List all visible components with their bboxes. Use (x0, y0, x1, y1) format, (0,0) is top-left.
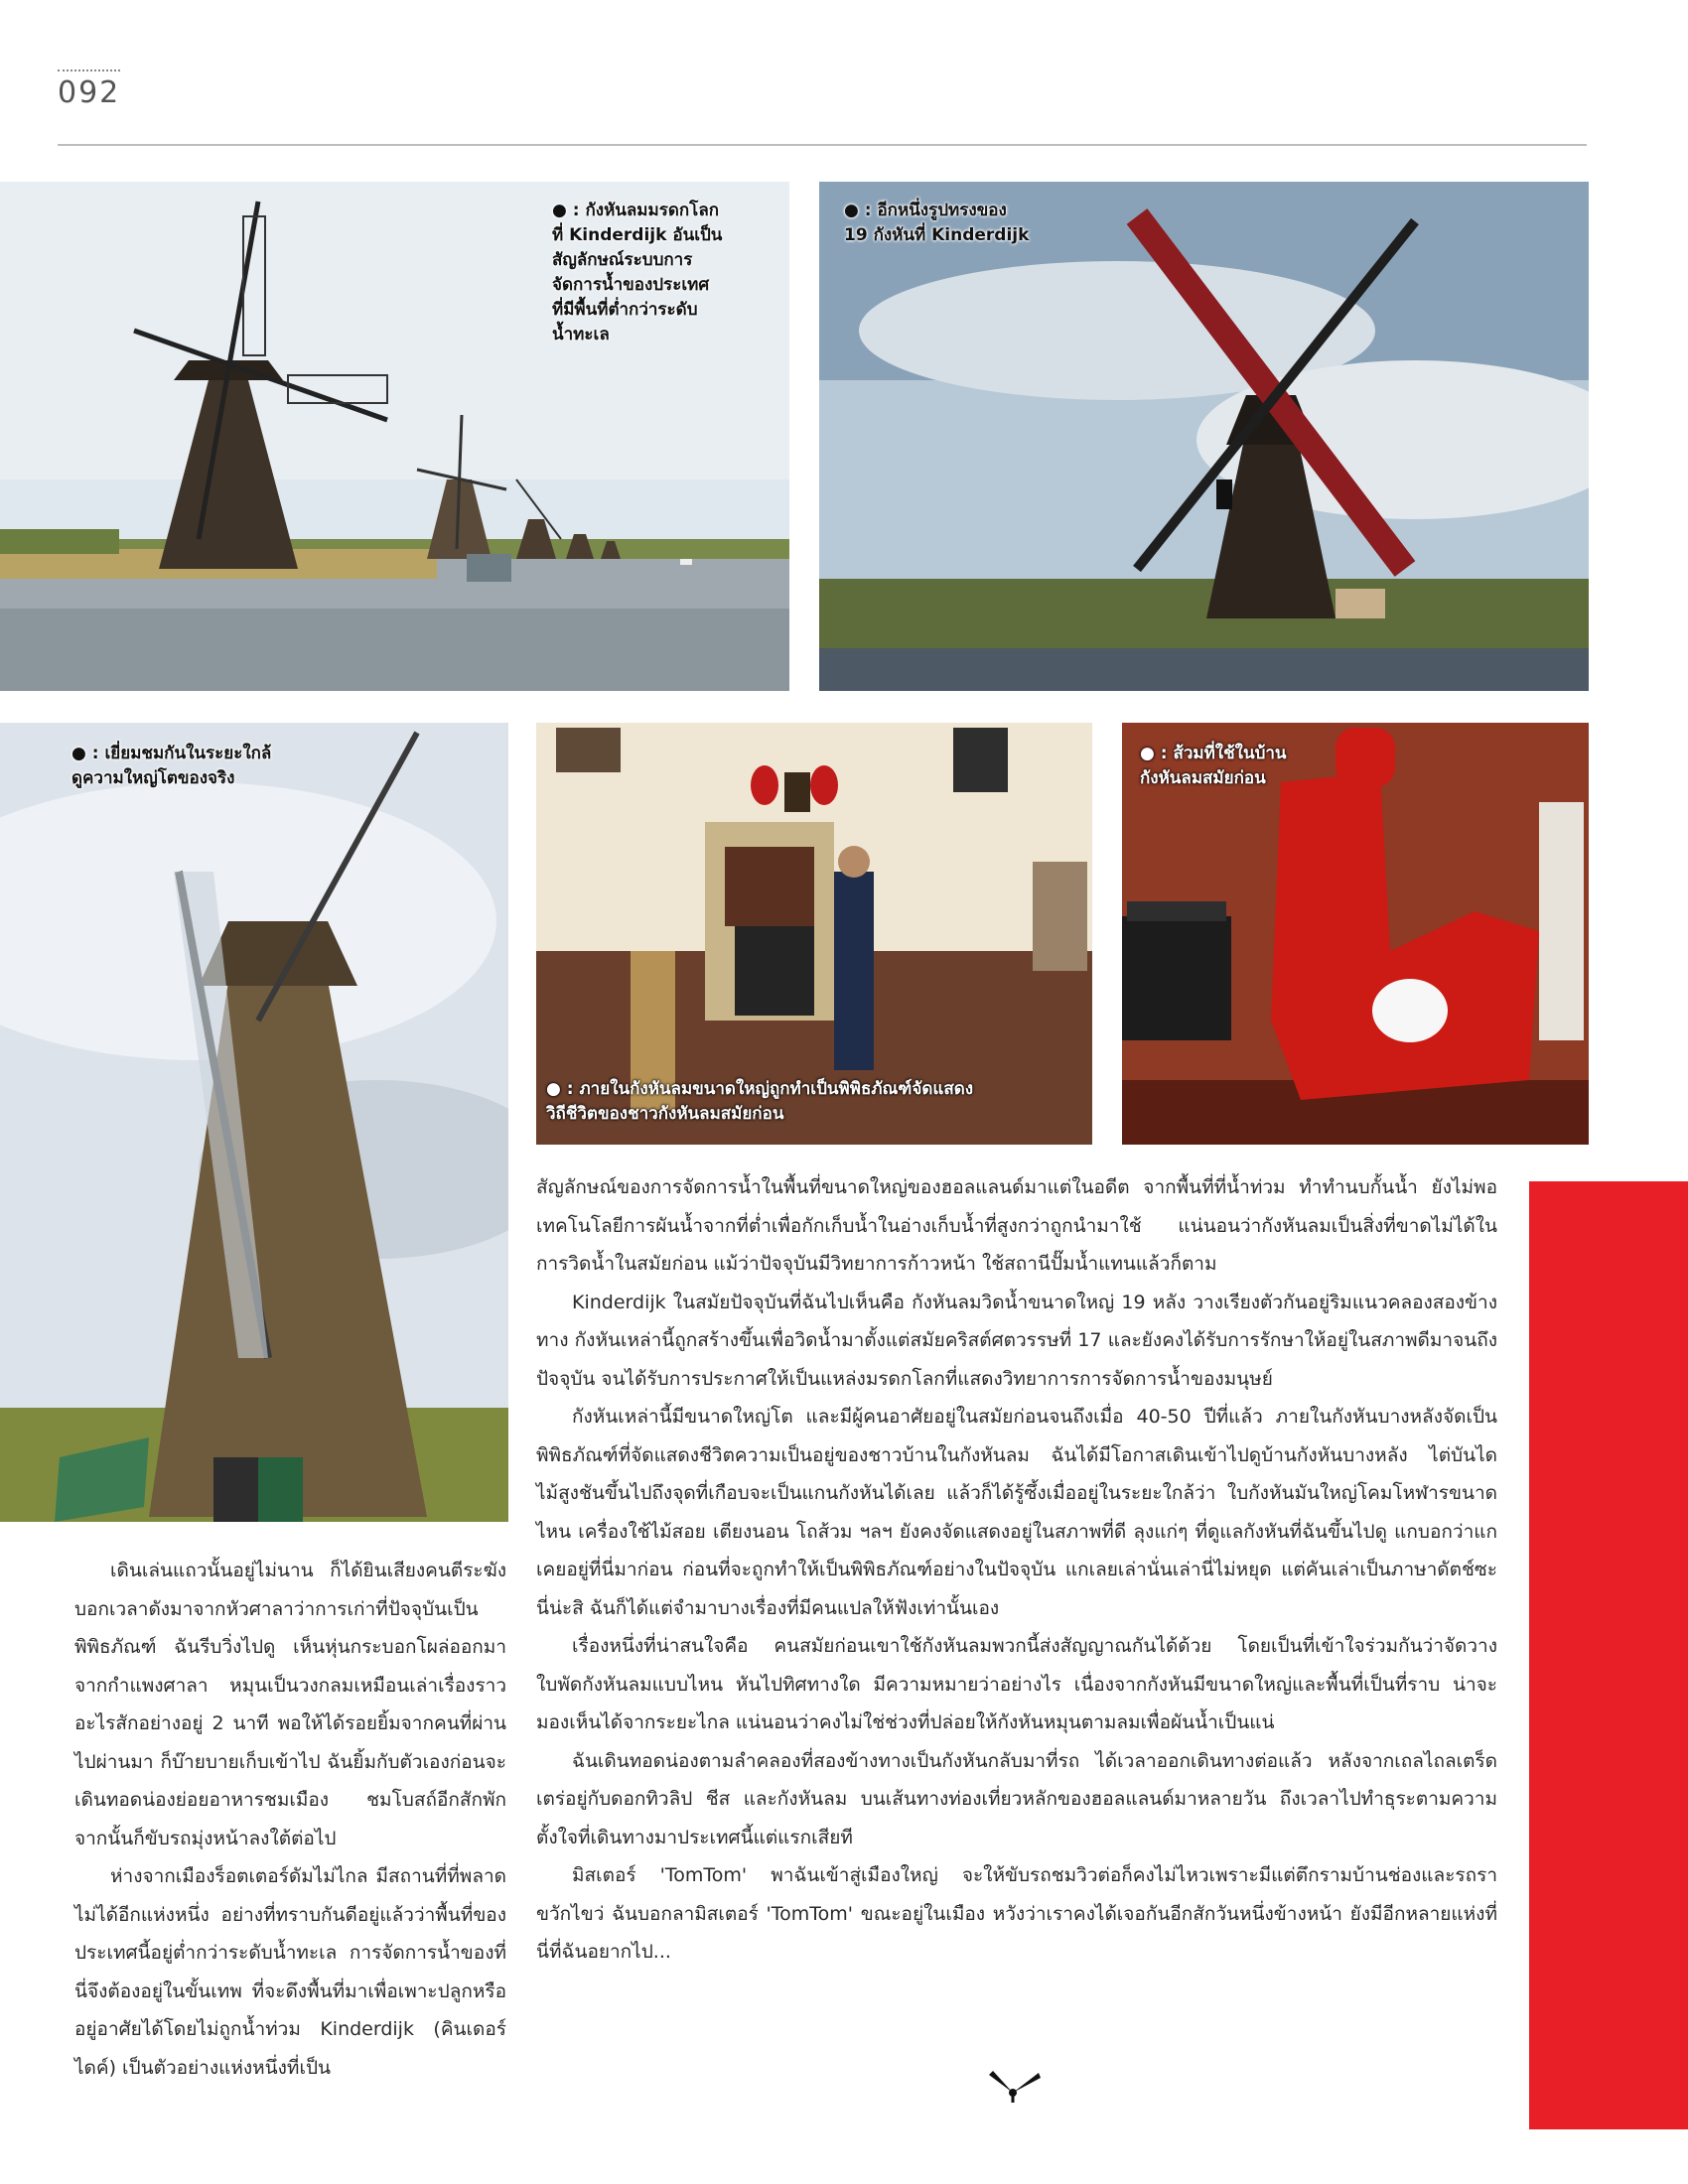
right-paragraph: Kinderdijk ในสมัยปัจจุบันที่ฉันไปเห็นคือ กังหันลมวิดน้ำขนาดใหญ่ 19 หลัง วางเรียงตัวกันอยู่ริมแนวคลองสองข้างทาง กังหันเหล่านี้ถูกสร้างขึ้นเพื่อวิดน้ำมาตั้งแต่สมัยคริสต์ศตวรรษที่ 17 และยังคงได้รับการรักษาให้อยู่ในสภาพดีมาจนถึงปัจจุบัน จนได้รับการประกาศให้เป็นแหล่งมรดกโลกที่แสดงวิทยาการการจัดการน้ำของมนุษย์ (536, 1291, 1497, 1390)
right-paragraph: ฉันเดินทอดน่องตามลำคลองที่สองข้างทางเป็นกังหันกลับมาที่รถ ได้เวลาออกเดินทางต่อแล้ว หลังจากเถลไถลเตร็ดเตร่อยู่กับดอกทิวลิป ชีส และกังหันลม บนเส้นทางท่องเที่ยวหลักของฮอลแลนด์มาหลายวัน ถึงเวลาไปทำธุระตามความตั้งใจที่เดินทางมาประเทศนี้แต่แรกเสียที (536, 1749, 1497, 1848)
left-paragraph: เดินเล่นแถวนั้นอยู่ไม่นาน ก็ได้ยินเสียงคนตีระฆังบอกเวลาดังมาจากหัวศาลาว่าการเก่าที่ปัจจุบันเป็นพิพิธภัณฑ์ ฉันรีบวิ่งไปดู เห็นหุ่นกระบอกโผล่ออกมาจากกำแพงศาลา หมุนเป็นวงกลมเหมือนเล่าเรื่องราวอะไรสักอย่างอยู่ 2 นาที พอให้ได้รอยยิ้มจากคนที่ผ่านไปผ่านมา ก็บ๊ายบายเก็บเข้าไป ฉันยิ้มกับตัวเองก่อนจะเดินทอดน่องย่อยอาหารชมเมือง ชมโบสถ์อีกสักพัก จากนั้นก็ขับรถมุ่งหน้าลงใต้ต่อไป (74, 1560, 506, 1849)
article-end-icon (983, 2065, 1043, 2105)
page-number: 092 (58, 69, 120, 110)
left-paragraph: ห่างจากเมืองร็อตเตอร์ดัมไม่ไกล มีสถานที่ที่พลาดไม่ได้อีกแห่งหนึ่ง อย่างที่ทราบกันดีอยู่แล้วว่าพื้นที่ของประเทศนี้อยู่ต่ำกว่าระดับน้ำทะเล การจัดการน้ำของที่นี่จึงต้องอยู่ในขั้นเทพ ที่จะดึงพื้นที่มาเพื่อเพาะปลูกหรืออยู่อาศัยได้โดยไม่ถูกน้ำท่วม Kinderdijk (คินเดอร์ไดค์) เป็นตัวอย่างแห่งหนึ่งที่เป็น (74, 1865, 506, 2079)
right-paragraph: เรื่องหนึ่งที่น่าสนใจคือ คนสมัยก่อนเขาใช้กังหันลมพวกนี้ส่งสัญญาณกันได้ด้วย โดยเป็นที่เข้าใจร่วมกันว่าจัดวางใบพัดกังหันลมแบบไหน หันไปทิศทางใด มีความหมายว่าอย่างไร เนื่องจากกังหันมีขนาดใหญ่และพื้นที่เป็นที่ราบ น่าจะมองเห็นได้จากระยะไกล แน่นอนว่าคงไม่ใช่ช่วงที่ปล่อยให้กังหันหมุนตามลมเพื่อผันน้ำเป็นแน่ (536, 1635, 1497, 1733)
caption-photo-museum-interior: ● : ภายในกังหันลมขนาดใหญ่ถูกทำเป็นพิพิธภัณฑ์จัดแสดง วิถีชีวิตของชาวกังหันลมสมัยก่อน (546, 1079, 974, 1124)
photo-windmill-closeup (0, 723, 508, 1522)
photo-red-sail-windmill (819, 182, 1589, 691)
right-paragraph: มิสเตอร์ 'TomTom' พาฉันเข้าสู่เมืองใหญ่ จะให้ขับรถชมวิวต่อก็คงไม่ไหวเพราะมีแต่ตึกรามบ้านช่องและรถราขวักไขว่ ฉันบอกลามิสเตอร์ 'TomTom' ขณะอยู่ในเมือง หวังว่าเราคงได้เจอกันอีกสักวันหนึ่งข้างหน้า ยังมีอีกหลายแห่งที่นี่ที่ฉันอยากไป... (536, 1864, 1497, 1963)
left-column-text (74, 1552, 506, 2087)
right-paragraph: สัญลักษณ์ของการจัดการน้ำในพื้นที่ขนาดใหญ่ของฮอลแลนด์มาแต่ในอดีต จากพื้นที่ที่น้ำท่วม ทำทำนบกั้นน้ำ ยังไม่พอ เทคโนโลยีการผันน้ำจากที่ต่ำเพื่อกักเก็บน้ำในอ่างเก็บน้ำที่สูงกว่าถูกนำมาใช้ แน่นอนว่ากังหันลมเป็นสิ่งที่ขาดไม่ได้ในการวิดน้ำในสมัยก่อน แม้ว่าปัจจุบันมีวิทยาการก้าวหน้า ใช้สถานีปั๊มน้ำแทนแล้วก็ตาม (536, 1176, 1497, 1275)
right-column-text (536, 1168, 1497, 1972)
caption-photo-red-sail-windmill: ● : อีกหนึ่งรูปทรงของ 19 กังหันที่ Kinderdijk (844, 201, 1030, 245)
caption-photo-windmill-closeup: ● : เยี่ยมชมกันในระยะใกล้ ดูความใหญ่โตของจริง (71, 744, 272, 788)
right-paragraph: กังหันเหล่านี้มีขนาดใหญ่โต และมีผู้คนอาศัยอยู่ในสมัยก่อนจนถึงเมื่อ 40-50 ปีที่แล้ว ภายในกังหันบางหลังจัดเป็นพิพิธภัณฑ์ที่จัดแสดงชีวิตความเป็นอยู่ของชาวบ้านในกังหันลม ฉันได้มีโอกาสเดินเข้าไปดูบ้านกังหันบางหลัง ไต่บันไดไม้สูงชันขึ้นไปถึงจุดที่เกือบจะเป็นแกนกังหันได้เลย แล้วก็ได้รู้ซึ้งเมื่ออยู่ในระยะใกล้ว่า ใบกังหันมันใหญ่โคมโหฬารขนาดไหน เครื่องใช้ไม้สอย เตียงนอน โถส้วม ฯลฯ ยังคงจัดแสดงอยู่ในสภาพที่ดี ลุงแก่ๆ ที่ดูแลกังหันที่ฉันขึ้นไปดู แกบอกว่าแกเคยอยู่ที่นี่มาก่อน ก่อนที่จะถูกทำให้เป็นพิพิธภัณฑ์อย่างในปัจจุบัน แกเลยเล่านั่นเล่านี่ไม่หยุด แต่คันเล่าเป็นภาษาดัตช์ซะนี่น่ะสิ ฉันก็ได้แต่จำมาบางเรื่องที่มีคนแปลให้ฟังเท่านั้นเอง (536, 1406, 1497, 1619)
caption-photo-windmill-row: ● : กังหันลมมรดกโลก ที่ Kinderdijk อันเป็น สัญลักษณ์ระบบการ จัดการน้ำของประเทศ ที่มีพื้นที่ต่ำกว่าระดับ น้ำทะเล (552, 201, 723, 344)
caption-photo-red-toilet: ● : ส้วมที่ใช้ในบ้าน กังหันลมสมัยก่อน (1140, 744, 1287, 788)
header-rule (58, 144, 1587, 146)
red-accent-bar (1529, 1181, 1688, 2129)
